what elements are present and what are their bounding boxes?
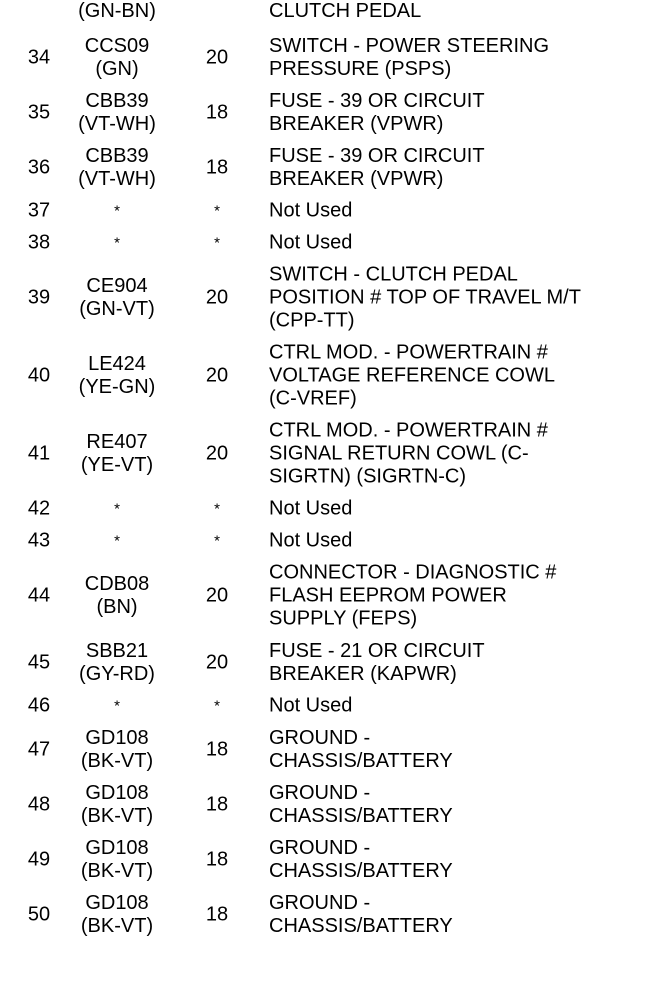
description-cell: GROUND - CHASSIS/BATTERY <box>269 891 453 937</box>
pin-cell: 46 <box>27 694 51 717</box>
pin-cell: 44 <box>27 584 51 607</box>
gauge-cell: * <box>214 697 220 715</box>
pin-cell: 50 <box>27 903 51 925</box>
description-cell: CTRL MOD. - POWERTRAIN # VOLTAGE REFERENCE COWL (C-VREF) <box>269 341 555 410</box>
description-cell: FUSE - 21 OR CIRCUIT BREAKER (KAPWR) <box>269 639 485 685</box>
pin-cell: 47 <box>27 738 51 760</box>
description-cell: CONNECTOR - DIAGNOSTIC # FLASH EEPROM POWER SUPPLY (FEPS) <box>269 561 557 630</box>
circuit-cell: RE407 (YE-VT) <box>80 431 154 476</box>
circuit-cell: * <box>114 532 120 550</box>
pin-cell: 37 <box>27 199 51 222</box>
circuit-cell: GD108 (BK-VT) <box>80 726 154 772</box>
gauge-cell: 20 <box>205 442 229 465</box>
circuit-cell: CBB39 (VT-WH) <box>78 144 156 190</box>
pin-cell: 42 <box>27 497 51 520</box>
circuit-cell: CE904 (GN-VT) <box>79 275 155 320</box>
table-row <box>0 415 672 493</box>
description-cell: Not Used <box>269 529 353 552</box>
table-row <box>0 777 672 832</box>
pin-cell: 40 <box>27 364 51 387</box>
pin-cell: 36 <box>27 156 51 178</box>
description-cell: Not Used <box>269 497 353 520</box>
description-cell: CTRL MOD. - POWERTRAIN # SIGNAL RETURN COWL (C- SIGRTN) (SIGRTN-C) <box>269 419 548 488</box>
table-row <box>0 493 672 525</box>
gauge-cell: * <box>214 532 220 550</box>
table-row <box>0 85 672 140</box>
circuit-cell: CDB08 (BN) <box>84 573 150 618</box>
gauge-cell: * <box>214 234 220 252</box>
table-row <box>0 690 672 722</box>
circuit-cell: GD108 (BK-VT) <box>80 891 154 937</box>
gauge-cell: 18 <box>205 738 229 760</box>
pin-cell: 43 <box>27 529 51 552</box>
gauge-cell: 20 <box>205 584 229 607</box>
circuit-cell: CCS09 (GN) <box>84 34 150 80</box>
gauge-cell: * <box>214 500 220 518</box>
description-cell: SWITCH - POWER STEERING PRESSURE (PSPS) <box>269 34 549 80</box>
circuit-cell: * <box>114 697 120 715</box>
table-row <box>0 832 672 887</box>
gauge-cell: 20 <box>205 364 229 387</box>
circuit-cell: CBB39 (VT-WH) <box>78 89 156 135</box>
gauge-cell: 18 <box>205 903 229 925</box>
pin-cell: 49 <box>27 848 51 870</box>
table-row <box>0 259 672 337</box>
gauge-cell: 18 <box>205 848 229 870</box>
description-cell: Not Used <box>269 694 353 717</box>
circuit-cell: GD108 (BK-VT) <box>80 836 154 882</box>
description-cell: Not Used <box>269 199 353 222</box>
pin-cell: 39 <box>27 286 51 309</box>
circuit-cell: * <box>114 500 120 518</box>
gauge-cell: 20 <box>205 286 229 309</box>
gauge-cell: * <box>214 202 220 220</box>
gauge-cell: 18 <box>205 101 229 123</box>
pin-cell: 35 <box>27 101 51 123</box>
description-cell: GROUND - CHASSIS/BATTERY <box>269 836 453 882</box>
table-row <box>0 227 672 259</box>
table-row <box>0 887 672 942</box>
circuit-cell: (GN-BN) <box>78 0 156 22</box>
table-row <box>0 337 672 415</box>
description-cell: GROUND - CHASSIS/BATTERY <box>269 726 453 772</box>
circuit-cell: * <box>114 234 120 252</box>
description-cell: FUSE - 39 OR CIRCUIT BREAKER (VPWR) <box>269 89 485 135</box>
table-row <box>0 195 672 227</box>
table-row <box>0 722 672 777</box>
table-row <box>0 140 672 195</box>
table-row <box>0 30 672 85</box>
gauge-cell: 18 <box>205 793 229 815</box>
gauge-cell: 20 <box>205 46 229 68</box>
circuit-cell: GD108 (BK-VT) <box>80 781 154 827</box>
pin-cell: 34 <box>27 46 51 68</box>
circuit-cell: SBB21 (GY-RD) <box>79 639 155 685</box>
table-row <box>0 0 672 30</box>
pin-cell: 38 <box>27 231 51 254</box>
pin-cell: 41 <box>27 442 51 465</box>
table-row <box>0 635 672 690</box>
gauge-cell: 20 <box>205 651 229 673</box>
circuit-cell: LE424 (YE-GN) <box>78 353 156 398</box>
table-row <box>0 525 672 557</box>
description-cell: CLUTCH PEDAL <box>269 0 422 22</box>
pin-cell: 48 <box>27 793 51 815</box>
table-row <box>0 557 672 635</box>
description-cell: GROUND - CHASSIS/BATTERY <box>269 781 453 827</box>
pin-cell: 45 <box>27 651 51 673</box>
circuit-cell: * <box>114 202 120 220</box>
gauge-cell: 18 <box>205 156 229 178</box>
description-cell: SWITCH - CLUTCH PEDAL POSITION # TOP OF TRAVEL M/T (CPP-TT) <box>269 263 581 332</box>
description-cell: Not Used <box>269 231 353 254</box>
description-cell: FUSE - 39 OR CIRCUIT BREAKER (VPWR) <box>269 144 485 190</box>
